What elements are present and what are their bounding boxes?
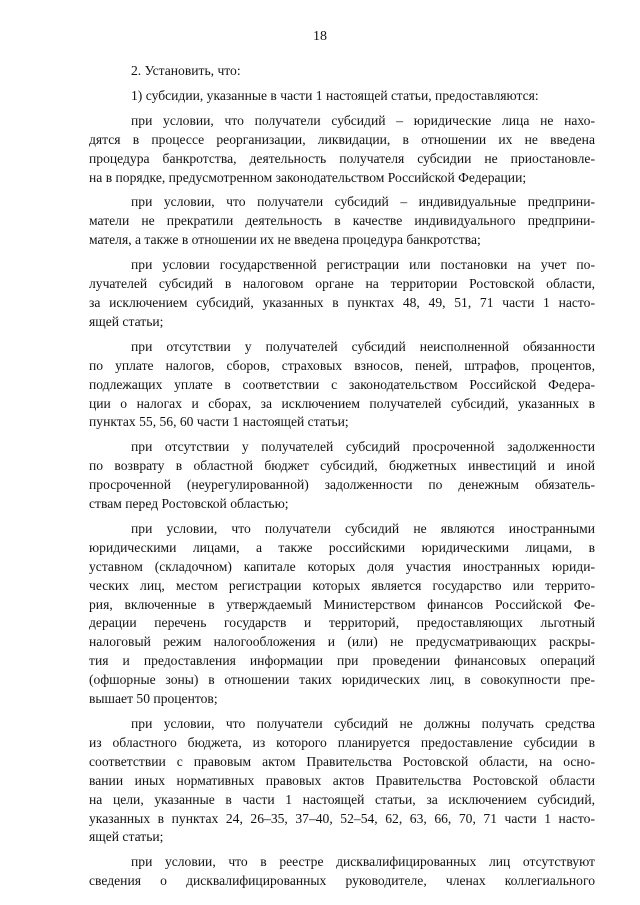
text-line: налоговый режим налогообложения и (или) не предусматривающих раскры- [89, 634, 595, 650]
text-line: дерации перечень государств и территорий, предоставляющих льготный [89, 615, 595, 631]
text-line: при условии, что получатели субсидий – юридические лица не нахо- [131, 112, 595, 128]
text-line: за исключением субсидий, указанных в пунктах 48, 49, 51, 71 части 1 насто- [89, 294, 595, 310]
text-line: при условии государственной регистрации или постановки на учет по- [131, 257, 595, 273]
text-line: 1) субсидии, указанные в части 1 настоящей статьи, предоставляются: [131, 87, 539, 103]
text-line: матели не прекратили деятельность в качестве индивидуального предприни- [89, 213, 595, 229]
text-line: при отсутствии у получателей субсидий неисполненной обязанности [131, 338, 595, 354]
text-line: при условии, что получатели субсидий не являются иностранными [131, 520, 595, 536]
paragraph-p2 [89, 87, 595, 106]
paragraph-p9 [89, 715, 595, 847]
paragraph-p1 [89, 62, 595, 81]
text-line: указанных в пунктах 24, 26–35, 37–40, 52–54, 62, 63, 66, 70, 71 части 1 насто- [89, 810, 595, 826]
paragraph-p8 [89, 520, 595, 709]
text-line: пунктах 55, 56, 60 части 1 настоящей статьи; [89, 414, 349, 430]
text-line: 2. Установить, что: [131, 63, 241, 78]
text-line: вании иных нормативных правовых актов Правительства Ростовской области [89, 772, 595, 788]
text-line: подлежащих уплате в соответствии с законодательством Российской Федера- [89, 376, 595, 392]
text-line: юридическими лицами, а также российскими юридическими лицами, в [89, 539, 595, 555]
text-line: процедура банкротства, деятельность получателя субсидии не приостановле- [89, 150, 595, 166]
document-body [89, 62, 595, 897]
paragraph-p5 [89, 256, 595, 332]
text-line: уставном (складочном) капитале которых доля участия иностранных юриди- [89, 558, 595, 574]
text-line: просроченной (неурегулированной) задолженности по денежным обязатель- [89, 477, 595, 493]
paragraph-p10 [89, 853, 595, 891]
text-line: по возврату в областной бюджет субсидий, бюджетных инвестиций и иной [89, 458, 595, 474]
page-number: 18 [313, 29, 327, 44]
text-line: сведения о дисквалифицированных руководителе, членах коллегиального [89, 873, 595, 889]
text-line: из областного бюджета, из которого планируется предоставление субсидии в [89, 734, 595, 750]
text-line: дятся в процессе реорганизации, ликвидации, в отношении их не введена [89, 131, 595, 147]
text-line: при условии, что получатели субсидий не должны получать средства [131, 716, 595, 731]
text-line: на цели, указанные в части 1 настоящей статьи, за исключением субсидий, [89, 791, 595, 807]
text-line: при условии, что получатели субсидий – индивидуальные предприни- [131, 194, 595, 210]
text-line: ящей статьи; [89, 829, 164, 845]
text-line: тия и предоставления информации при проведении финансовых операций [89, 653, 595, 669]
text-line: по уплате налогов, сборов, страховых взносов, пеней, штрафов, процентов, [89, 357, 595, 373]
paragraph-p3 [89, 112, 595, 188]
text-line: вышает 50 процентов; [89, 691, 218, 707]
paragraph-p6 [89, 338, 595, 433]
text-line: ции о налогах и сборах, за исключением получателей субсидий, указанных в [89, 395, 595, 411]
paragraph-p4 [89, 193, 595, 250]
text-line: мателя, а также в отношении их не введена процедура банкротства; [89, 232, 481, 248]
text-line: при отсутствии у получателей субсидий просроченной задолженности [131, 439, 595, 455]
text-line: (офшорные зоны) в отношении таких юридических лиц, в совокупности пре- [89, 672, 595, 688]
text-line: рия, включенные в утверждаемый Министерством финансов Российской Фе- [89, 596, 595, 612]
text-line: соответствии с правовым актом Правительства Ростовской области, на осно- [89, 753, 595, 769]
text-line: на в порядке, предусмотренном законодательством Российской Федерации; [89, 169, 527, 185]
paragraph-p7 [89, 438, 595, 514]
text-line: ствам перед Ростовской областью; [89, 496, 289, 512]
text-line: лучателей субсидий в налоговом органе на территории Ростовской области, [89, 276, 595, 292]
text-line: при условии, что в реестре дисквалифицированных лиц отсутствуют [131, 854, 595, 870]
text-line: ящей статьи; [89, 313, 164, 329]
text-line: ческих лиц, местом регистрации которых является государство или террито- [89, 577, 595, 593]
